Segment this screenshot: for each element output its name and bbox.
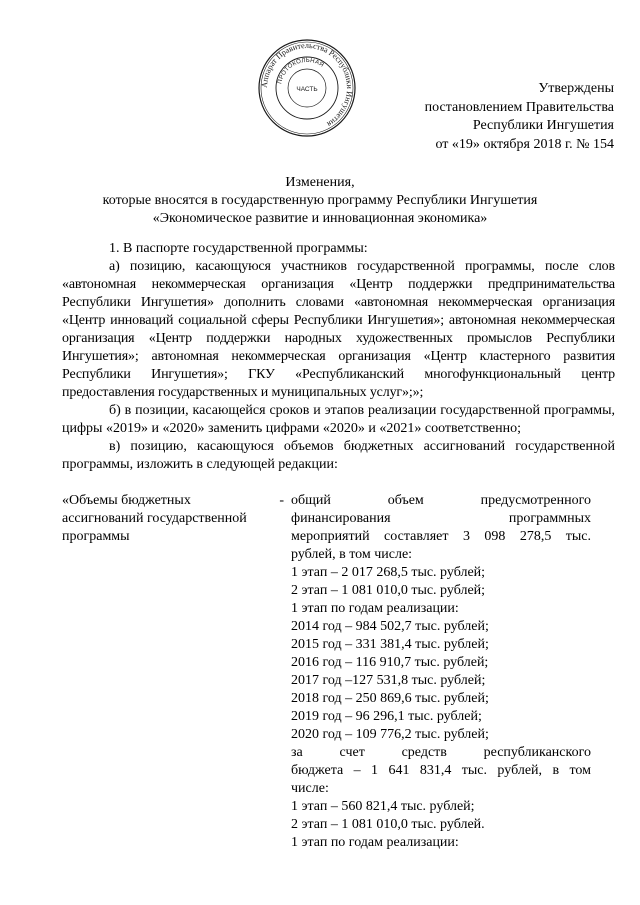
svg-text:ПРОТОКОЛЬНАЯ (277, 58, 324, 85)
budget-line: 2020 год – 109 776,2 тыс. рублей; (291, 727, 489, 742)
budget-line: 1 этап – 560 821,4 тыс. рублей; (291, 799, 475, 814)
paragraph-1: 1. В паспорте государственной программы: (109, 241, 368, 256)
label-dash: - (279, 493, 284, 508)
budget-line: 2017 год –127 531,8 тыс. рублей; (291, 673, 486, 688)
approval-line-4: от «19» октября 2018 г. № 154 (435, 136, 614, 152)
approval-line-3: Республики Ингушетия (472, 118, 614, 133)
budget-line: числе: (291, 781, 329, 796)
document-body (62, 240, 615, 474)
budget-line: рублей, в том числе: (291, 547, 413, 562)
budget-line: общий объем предусмотренного (291, 493, 591, 508)
approval-block (334, 80, 614, 154)
document-title (0, 174, 640, 228)
budget-line: 2016 год – 116 910,7 тыс. рублей; (291, 655, 489, 670)
budget-line: 2 этап – 1 081 010,0 тыс. рублей. (291, 817, 485, 832)
budget-line: мероприятий составляет 3 098 278,5 тыс. (291, 529, 591, 544)
seal-center-text: ЧАСТЬ (296, 86, 318, 93)
paragraph-4: в) позицию, касающуюся объемов бюджетных ассигнований государственной программы, изложить в следующей редакции: (62, 439, 615, 472)
budget-value-cell (291, 492, 591, 852)
paragraph-3: б) в позиции, касающейся сроков и этапов реализации государственной программы, цифры «2019» и «2020» заменить цифрами «2020» и «2021» соответственно; (62, 403, 615, 436)
approval-line-2: постановлением Правительства (424, 99, 614, 115)
title-line-2: которые вносятся в государственную программу Республики Ингушетия (102, 193, 538, 208)
budget-line: 1 этап по годам реализации: (291, 601, 459, 616)
budget-line: 2 этап – 1 081 010,0 тыс. рублей; (291, 583, 486, 598)
budget-line: за счет средств республиканского (291, 745, 591, 760)
approval-line-1: Утверждены (538, 81, 614, 96)
title-line-1: Изменения, (285, 175, 355, 190)
budget-line: 1 этап по годам реализации: (291, 835, 459, 850)
budget-line: 2018 год – 250 869,6 тыс. рублей; (291, 691, 489, 706)
budget-line: 2019 год – 96 296,1 тыс. рублей; (291, 709, 482, 724)
budget-table (62, 492, 615, 852)
budget-line: 2015 год – 331 381,4 тыс. рублей; (291, 637, 489, 652)
paragraph-2: а) позицию, касающуюся участников государственной программы, после слов «автономная некоммерческая организация «Центр поддержки предпринимательства Республики Ингушетия» дополнить словами «автономная некоммерческая организация «Центр инноваций социальной сферы Республики Ингушетия»; автономная некоммерческая организация «Центр поддержки народных художественных промыслов Республики Ингушетия»; автономная некоммерческая организация «Центр кластерного развития Республики Ингушетия»; ГКУ «Республиканский многофункциональный центр предоставления государственных и муниципальных услуг»;»; (62, 259, 615, 400)
budget-line: 2014 год – 984 502,7 тыс. рублей; (291, 619, 489, 634)
budget-line: бюджета – 1 641 831,4 тыс. рублей, в том (291, 763, 591, 778)
budget-label: «Объемы бюджетных ассигнований государственной программы (62, 493, 247, 544)
seal-outer-text: Аппарат Правительства Республики Ингушетия (259, 40, 355, 129)
budget-label-cell (62, 492, 286, 852)
budget-line: финансирования программных (291, 511, 591, 526)
budget-line: 1 этап – 2 017 268,5 тыс. рублей; (291, 565, 486, 580)
title-line-3: «Экономическое развитие и инновационная экономика» (152, 211, 488, 226)
seal-inner-text: ПРОТОКОЛЬНАЯ (277, 57, 325, 85)
